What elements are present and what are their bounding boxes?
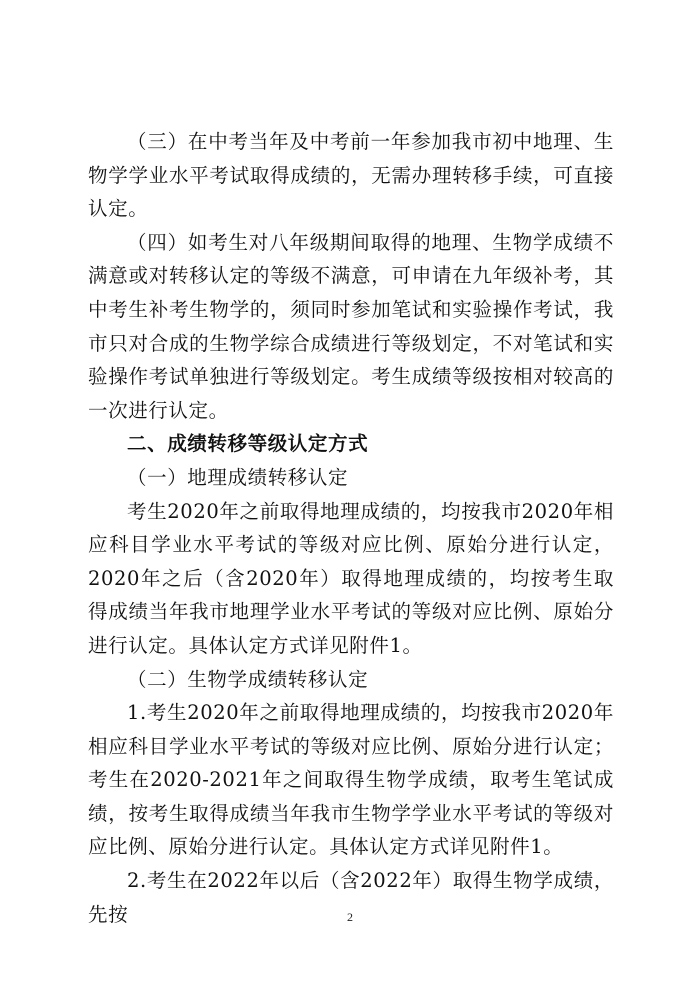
section-heading: 二、成绩转移等级认定方式: [127, 432, 369, 456]
paragraph-item-4: （四）如考生对八年级期间取得的地理、生物学成绩不满意或对转移认定的等级不满意，可申请在九年级补考，其中考生补考生物学的，须同时参加笔试和实验操作考试，我市只对合成的生物学综合成绩进行等级划定，不对笔试和实验操作考试单独进行等级划定。考生成绩等级按相对较高的一次进行认定。: [88, 230, 614, 422]
paragraph-geography: 考生2020年之前取得地理成绩的，均按我市2020年相应科目学业水平考试的等级对应比例、原始分进行认定，2020年之后（含2020年）取得地理成绩的，均按考生取得成绩当年我市地理学业水平考试的等级对应比例、原始分进行认定。具体认定方式详见附件1。: [88, 499, 614, 657]
subsection-title-geography: （一）地理成绩转移认定: [127, 465, 349, 489]
paragraph-biology-item-1: 1.考生2020年之前取得地理成绩的，均按我市2020年相应科目学业水平考试的等级对应比例、原始分进行认定；考生在2020-2021年之间取得生物学成绩，取考生笔试成绩，按考生取得成绩当年我市生物学学业水平考试的等级对应比例、原始分进行认定。具体认定方式详见附件1。: [88, 701, 614, 859]
page-number: 2: [347, 910, 353, 924]
paragraph-item-3: （三）在中考当年及中考前一年参加我市初中地理、生物学学业水平考试取得成绩的，无需办理转移手续，可直接认定。: [88, 130, 614, 221]
document-body: [88, 125, 614, 931]
subsection-title-biology: （二）生物学成绩转移认定: [127, 667, 369, 691]
paragraph-biology-item-2: 2.考生在2022年以后（含2022年）取得生物学成绩，先按: [88, 869, 614, 926]
